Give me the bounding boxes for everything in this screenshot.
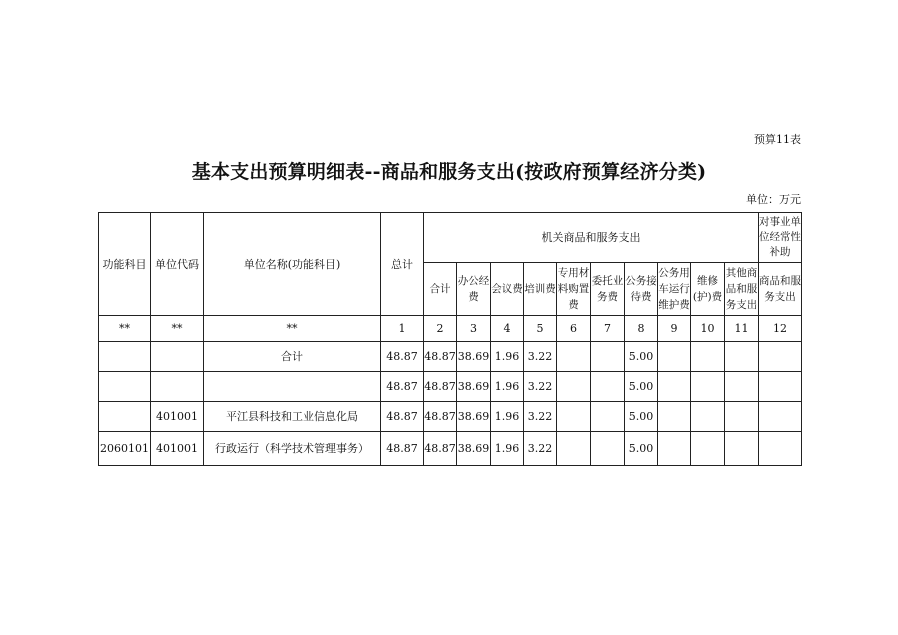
unit-name-cell: 平江县科技和工业信息化局 bbox=[204, 402, 381, 432]
subtotal-cell: 2 bbox=[424, 316, 457, 342]
subtotal-cell: 48.87 bbox=[424, 342, 457, 372]
func-subject-cell bbox=[99, 342, 151, 372]
meeting-expense-cell: 1.96 bbox=[491, 432, 524, 466]
other-goods-services-cell bbox=[725, 342, 759, 372]
meeting-expense-cell: 4 bbox=[491, 316, 524, 342]
special-materials-cell bbox=[557, 372, 591, 402]
repair-expense-cell bbox=[691, 402, 725, 432]
entrusted-services-cell: 7 bbox=[591, 316, 625, 342]
subtotal-cell: 48.87 bbox=[424, 432, 457, 466]
header-unit-code: 单位代码 bbox=[151, 213, 204, 316]
vehicle-maintenance-cell bbox=[658, 432, 691, 466]
repair-expense-cell bbox=[691, 372, 725, 402]
unit-name-cell: 合计 bbox=[204, 342, 381, 372]
office-expense-cell: 38.69 bbox=[457, 372, 491, 402]
special-materials-cell bbox=[557, 342, 591, 372]
training-expense-cell: 3.22 bbox=[524, 402, 557, 432]
table-row bbox=[99, 342, 802, 372]
unit-name-cell: 行政运行（科学技术管理事务） bbox=[204, 432, 381, 466]
office-expense-cell: 38.69 bbox=[457, 432, 491, 466]
header-total: 总计 bbox=[381, 213, 424, 316]
training-expense-cell: 3.22 bbox=[524, 372, 557, 402]
func-subject-cell: 2060101 bbox=[99, 432, 151, 466]
unit-name-cell: ** bbox=[204, 316, 381, 342]
func-subject-cell bbox=[99, 372, 151, 402]
header-func-subject: 功能科目 bbox=[99, 213, 151, 316]
subtotal-cell: 48.87 bbox=[424, 372, 457, 402]
header-reception-expense: 公务接待费 bbox=[625, 263, 658, 316]
header-vehicle-maintenance: 公务用车运行维护费 bbox=[658, 263, 691, 316]
header-other-goods-services: 其他商品和服务支出 bbox=[725, 263, 759, 316]
subsidy-goods-services-cell bbox=[759, 342, 802, 372]
training-expense-cell: 3.22 bbox=[524, 342, 557, 372]
other-goods-services-cell: 11 bbox=[725, 316, 759, 342]
unit-code-cell: ** bbox=[151, 316, 204, 342]
meeting-expense-cell: 1.96 bbox=[491, 372, 524, 402]
header-meeting-expense: 会议费 bbox=[491, 263, 524, 316]
unit-label: 单位：万元 bbox=[746, 193, 801, 206]
other-goods-services-cell bbox=[725, 432, 759, 466]
total-cell: 1 bbox=[381, 316, 424, 342]
header-special-materials: 专用材料购置费 bbox=[557, 263, 591, 316]
vehicle-maintenance-cell: 9 bbox=[658, 316, 691, 342]
table-row bbox=[99, 316, 802, 342]
unit-code-cell: 401001 bbox=[151, 402, 204, 432]
reception-expense-cell: 5.00 bbox=[625, 342, 658, 372]
subsidy-goods-services-cell bbox=[759, 432, 802, 466]
budget-table bbox=[98, 212, 802, 466]
repair-expense-cell bbox=[691, 432, 725, 466]
header-group-agency: 机关商品和服务支出 bbox=[424, 213, 759, 263]
vehicle-maintenance-cell bbox=[658, 342, 691, 372]
special-materials-cell: 6 bbox=[557, 316, 591, 342]
subsidy-goods-services-cell: 12 bbox=[759, 316, 802, 342]
repair-expense-cell: 10 bbox=[691, 316, 725, 342]
page-title: 基本支出预算明细表--商品和服务支出(按政府预算经济分类) bbox=[191, 161, 707, 183]
table-row bbox=[99, 402, 802, 432]
vehicle-maintenance-cell bbox=[658, 372, 691, 402]
subtotal-cell: 48.87 bbox=[424, 402, 457, 432]
special-materials-cell bbox=[557, 402, 591, 432]
total-cell: 48.87 bbox=[381, 432, 424, 466]
training-expense-cell: 3.22 bbox=[524, 432, 557, 466]
special-materials-cell bbox=[557, 432, 591, 466]
subsidy-goods-services-cell bbox=[759, 402, 802, 432]
header-group-subsidy: 对事业单位经常性补助 bbox=[759, 213, 802, 263]
func-subject-cell: ** bbox=[99, 316, 151, 342]
office-expense-cell: 3 bbox=[457, 316, 491, 342]
entrusted-services-cell bbox=[591, 432, 625, 466]
vehicle-maintenance-cell bbox=[658, 402, 691, 432]
unit-code-cell bbox=[151, 342, 204, 372]
table-header bbox=[99, 213, 802, 316]
meeting-expense-cell: 1.96 bbox=[491, 342, 524, 372]
subsidy-goods-services-cell bbox=[759, 372, 802, 402]
reception-expense-cell: 5.00 bbox=[625, 372, 658, 402]
table-body bbox=[99, 316, 802, 466]
header-subsidy-goods-services: 商品和服务支出 bbox=[759, 263, 802, 316]
unit-name-cell bbox=[204, 372, 381, 402]
total-cell: 48.87 bbox=[381, 372, 424, 402]
header-repair-expense: 维修(护)费 bbox=[691, 263, 725, 316]
header-unit-name: 单位名称(功能科目) bbox=[204, 213, 381, 316]
unit-code-cell bbox=[151, 372, 204, 402]
table-row bbox=[99, 432, 802, 466]
training-expense-cell: 5 bbox=[524, 316, 557, 342]
func-subject-cell bbox=[99, 402, 151, 432]
header-row-1 bbox=[99, 213, 802, 263]
other-goods-services-cell bbox=[725, 372, 759, 402]
office-expense-cell: 38.69 bbox=[457, 342, 491, 372]
reception-expense-cell: 5.00 bbox=[625, 432, 658, 466]
header-training-expense: 培训费 bbox=[524, 263, 557, 316]
unit-code-cell: 401001 bbox=[151, 432, 204, 466]
entrusted-services-cell bbox=[591, 372, 625, 402]
other-goods-services-cell bbox=[725, 402, 759, 432]
header-subtotal: 合计 bbox=[424, 263, 457, 316]
repair-expense-cell bbox=[691, 342, 725, 372]
reception-expense-cell: 5.00 bbox=[625, 402, 658, 432]
header-office-expense: 办公经费 bbox=[457, 263, 491, 316]
meeting-expense-cell: 1.96 bbox=[491, 402, 524, 432]
table-row bbox=[99, 372, 802, 402]
form-number-label: 预算11表 bbox=[754, 133, 801, 146]
header-entrusted-services: 委托业务费 bbox=[591, 263, 625, 316]
office-expense-cell: 38.69 bbox=[457, 402, 491, 432]
entrusted-services-cell bbox=[591, 342, 625, 372]
total-cell: 48.87 bbox=[381, 402, 424, 432]
entrusted-services-cell bbox=[591, 402, 625, 432]
total-cell: 48.87 bbox=[381, 342, 424, 372]
reception-expense-cell: 8 bbox=[625, 316, 658, 342]
